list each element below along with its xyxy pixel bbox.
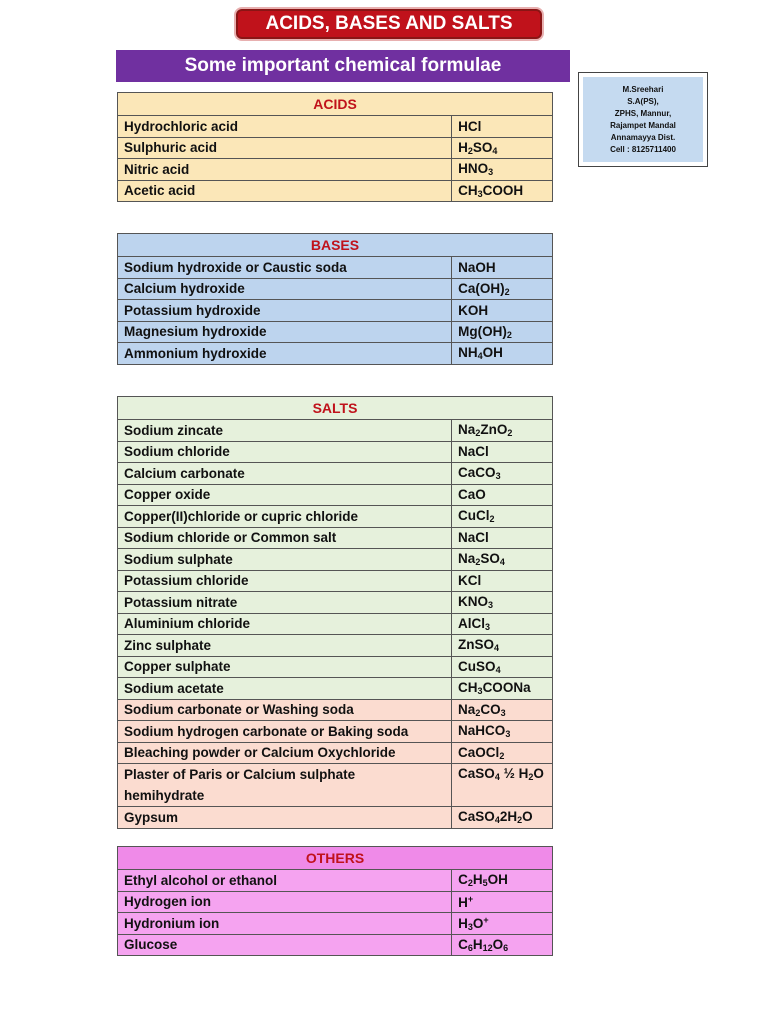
chemical-formula <box>452 420 553 442</box>
table-row <box>118 656 553 678</box>
formula-subscript: 4 <box>494 643 500 654</box>
compound-name: Aluminium chloride <box>118 613 452 635</box>
formula-text: CaO <box>458 487 486 503</box>
chemical-formula <box>452 506 553 528</box>
formula-text: CH <box>458 182 478 198</box>
formula-text: H <box>472 936 483 952</box>
chemical-formula <box>452 870 553 892</box>
formula-text: NaOH <box>458 259 496 275</box>
compound-name: Bleaching powder or Calcium Oxychloride <box>118 742 452 764</box>
chemical-formula <box>452 913 553 935</box>
chemical-formula <box>452 278 553 300</box>
formula-subscript: 2 <box>504 286 510 297</box>
compound-name: Gypsum <box>118 807 452 829</box>
formula-text: H <box>472 872 483 888</box>
chemical-formula <box>452 441 553 463</box>
chemical-formula <box>452 699 553 721</box>
compound-name: Hydrochloric acid <box>118 116 452 138</box>
formula-subscript: 2 <box>517 815 523 826</box>
formula-text: OH <box>487 872 508 888</box>
formula-text: KNO <box>458 594 489 610</box>
formula-subscript: 3 <box>477 188 483 199</box>
formula-text: H <box>458 139 468 155</box>
formula-text: NaCl <box>458 530 489 546</box>
table-row <box>118 913 553 935</box>
formula-text: O <box>533 766 544 781</box>
formula-subscript: 3 <box>485 621 491 632</box>
table-row <box>118 635 553 657</box>
table-row <box>118 764 553 807</box>
formula-subscript: 4 <box>495 664 501 675</box>
chemical-formula <box>452 549 553 571</box>
bases-heading: BASES <box>118 234 553 257</box>
table-row <box>118 343 553 365</box>
compound-name: Magnesium hydroxide <box>118 321 452 343</box>
compound-name: Sodium acetate <box>118 678 452 700</box>
credit-line: S.A(PS), <box>627 96 659 106</box>
formula-text: C <box>458 936 468 952</box>
compound-name: Nitric acid <box>118 159 452 181</box>
compound-name: Sodium sulphate <box>118 549 452 571</box>
formula-text: C <box>458 872 468 888</box>
formula-subscript: 2 <box>475 707 481 718</box>
compound-name: Acetic acid <box>118 180 452 202</box>
formula-text: ZnO <box>480 422 508 438</box>
formula-subscript: 2 <box>475 557 481 568</box>
formula-subscript: 4 <box>494 815 500 826</box>
compound-name: Plaster of Paris or Calcium sulphate hemihydrate <box>118 764 452 807</box>
chemical-formula <box>452 635 553 657</box>
compound-name: Glucose <box>118 934 452 956</box>
table-row <box>118 441 553 463</box>
formula-subscript: 4 <box>494 772 500 782</box>
table-row <box>118 321 553 343</box>
formula-text: O <box>472 915 484 931</box>
table-row <box>118 159 553 181</box>
formula-text: AlCl <box>458 615 486 631</box>
compound-name: Potassium nitrate <box>118 592 452 614</box>
formula-text: ZnSO <box>458 637 495 653</box>
chemical-formula <box>452 257 553 279</box>
compound-name: Copper(II)chloride or cupric chloride <box>118 506 452 528</box>
chemical-formula <box>452 527 553 549</box>
compound-name: Ammonium hydroxide <box>118 343 452 365</box>
formula-text: CaSO <box>458 766 495 781</box>
formula-text: CuSO <box>458 658 496 674</box>
formula-text: ½ H <box>499 766 529 781</box>
compound-name: Hydrogen ion <box>118 891 452 913</box>
table-row <box>118 870 553 892</box>
formula-subscript: 2 <box>528 772 534 782</box>
formula-text: SO <box>480 551 500 567</box>
formula-text: CaSO <box>458 809 495 825</box>
formula-text: NaCl <box>458 444 489 460</box>
compound-name: Zinc sulphate <box>118 635 452 657</box>
formula-subscript: 4 <box>492 145 498 156</box>
author-credit-text <box>583 77 703 162</box>
page-subtitle: Some important chemical formulae <box>116 50 570 82</box>
table-row <box>118 891 553 913</box>
chemical-formula <box>452 934 553 956</box>
formula-subscript: 2 <box>475 428 481 439</box>
formula-text: CH <box>458 680 478 696</box>
compound-name: Sodium carbonate or Washing soda <box>118 699 452 721</box>
others-table <box>117 846 553 956</box>
formula-text: H <box>458 894 468 910</box>
formula-text: COONa <box>482 680 531 696</box>
formula-superscript: + <box>483 914 489 925</box>
formula-text: CuCl <box>458 508 490 524</box>
table-row <box>118 570 553 592</box>
table-row <box>118 549 553 571</box>
table-row <box>118 180 553 202</box>
credit-line: Rajampet Mandal <box>610 120 676 130</box>
compound-name: Potassium chloride <box>118 570 452 592</box>
formula-subscript: 12 <box>482 942 493 953</box>
chemical-formula <box>452 159 553 181</box>
compound-name: Potassium hydroxide <box>118 300 452 322</box>
formula-subscript: 3 <box>495 471 501 482</box>
table-row <box>118 484 553 506</box>
formula-text: OH <box>482 345 503 361</box>
formula-subscript: 2 <box>489 514 495 525</box>
table-row <box>118 721 553 743</box>
table-row <box>118 742 553 764</box>
chemical-formula <box>452 463 553 485</box>
chemical-formula <box>452 721 553 743</box>
formula-subscript: 4 <box>477 351 483 362</box>
compound-name: Sodium hydrogen carbonate or Baking soda <box>118 721 452 743</box>
formula-text: HCl <box>458 118 482 134</box>
formula-text: SO <box>472 139 493 155</box>
formula-text: CO <box>480 701 501 717</box>
table-row <box>118 506 553 528</box>
compound-name: Hydronium ion <box>118 913 452 935</box>
chemical-formula <box>452 807 553 829</box>
bases-table <box>117 233 553 365</box>
table-row <box>118 463 553 485</box>
formula-text: HNO <box>458 161 489 177</box>
formula-text: NaHCO <box>458 723 506 739</box>
formula-subscript: 2 <box>467 878 473 889</box>
formula-subscript: 3 <box>505 729 511 740</box>
credit-line: Annamayya Dist. <box>610 132 676 142</box>
chemical-formula <box>452 891 553 913</box>
table-row <box>118 527 553 549</box>
formula-subscript: 6 <box>503 942 509 953</box>
compound-name: Sodium hydroxide or Caustic soda <box>118 257 452 279</box>
formula-subscript: 3 <box>500 707 506 718</box>
chemical-formula <box>452 116 553 138</box>
chemical-formula <box>452 137 553 159</box>
formula-text: 2H <box>499 809 518 825</box>
table-row <box>118 807 553 829</box>
formula-subscript: 2 <box>499 750 505 761</box>
formula-superscript: + <box>467 893 474 904</box>
compound-name: Copper sulphate <box>118 656 452 678</box>
chemical-formula <box>452 484 553 506</box>
formula-subscript: 6 <box>467 942 473 953</box>
chemical-formula <box>452 764 553 807</box>
formula-subscript: 2 <box>507 428 513 439</box>
compound-name: Calcium carbonate <box>118 463 452 485</box>
table-row <box>118 613 553 635</box>
table-row <box>118 137 553 159</box>
credit-line: M.Sreehari <box>622 84 664 94</box>
table-row <box>118 420 553 442</box>
formula-subscript: 2 <box>506 329 512 340</box>
others-heading: OTHERS <box>118 847 553 870</box>
formula-text: KOH <box>458 302 489 318</box>
compound-name: Calcium hydroxide <box>118 278 452 300</box>
formula-subscript: 2 <box>467 145 473 156</box>
table-row <box>118 116 553 138</box>
credit-line: ZPHS, Mannur, <box>614 108 672 118</box>
acids-heading: ACIDS <box>118 93 553 116</box>
chemical-formula <box>452 321 553 343</box>
compound-name: Ethyl alcohol or ethanol <box>118 870 452 892</box>
chemical-formula <box>452 678 553 700</box>
formula-subscript: 3 <box>477 686 483 697</box>
formula-text: CaOCl <box>458 744 500 760</box>
table-row <box>118 678 553 700</box>
formula-text: COOH <box>482 182 524 198</box>
formula-text: CaCO <box>458 465 496 481</box>
table-row <box>118 257 553 279</box>
chemical-formula <box>452 570 553 592</box>
formula-text: NH <box>458 345 478 361</box>
formula-subscript: 3 <box>488 167 494 178</box>
compound-name: Sodium chloride or Common salt <box>118 527 452 549</box>
chemical-formula <box>452 343 553 365</box>
acids-table <box>117 92 553 202</box>
formula-subscript: 3 <box>488 600 494 611</box>
compound-name: Copper oxide <box>118 484 452 506</box>
formula-text: H <box>458 915 468 931</box>
formula-text: Ca(OH) <box>458 280 505 296</box>
author-credit-box <box>578 72 708 167</box>
salts-table <box>117 396 553 829</box>
formula-text: O <box>492 936 504 952</box>
salts-heading: SALTS <box>118 397 553 420</box>
formula-text: O <box>522 809 533 825</box>
chemical-formula <box>452 742 553 764</box>
table-row <box>118 592 553 614</box>
formula-text: Na <box>458 701 476 717</box>
compound-name: Sodium chloride <box>118 441 452 463</box>
credit-line: Cell : 8125711400 <box>610 144 676 154</box>
formula-subscript: 4 <box>499 557 505 568</box>
chemical-formula <box>452 656 553 678</box>
chemical-formula <box>452 613 553 635</box>
table-row <box>118 300 553 322</box>
chemical-formula <box>452 592 553 614</box>
formula-text: KCl <box>458 573 482 589</box>
chemical-formula <box>452 300 553 322</box>
table-row <box>118 699 553 721</box>
table-row <box>118 278 553 300</box>
formula-subscript: 3 <box>467 921 473 932</box>
compound-name: Sulphuric acid <box>118 137 452 159</box>
formula-subscript: 5 <box>482 878 488 889</box>
table-row <box>118 934 553 956</box>
page-title: ACIDS, BASES AND SALTS <box>236 9 542 39</box>
formula-text: Na <box>458 551 476 567</box>
formula-text: Na <box>458 422 476 438</box>
chemical-formula <box>452 180 553 202</box>
formula-text: Mg(OH) <box>458 323 507 339</box>
compound-name: Sodium zincate <box>118 420 452 442</box>
